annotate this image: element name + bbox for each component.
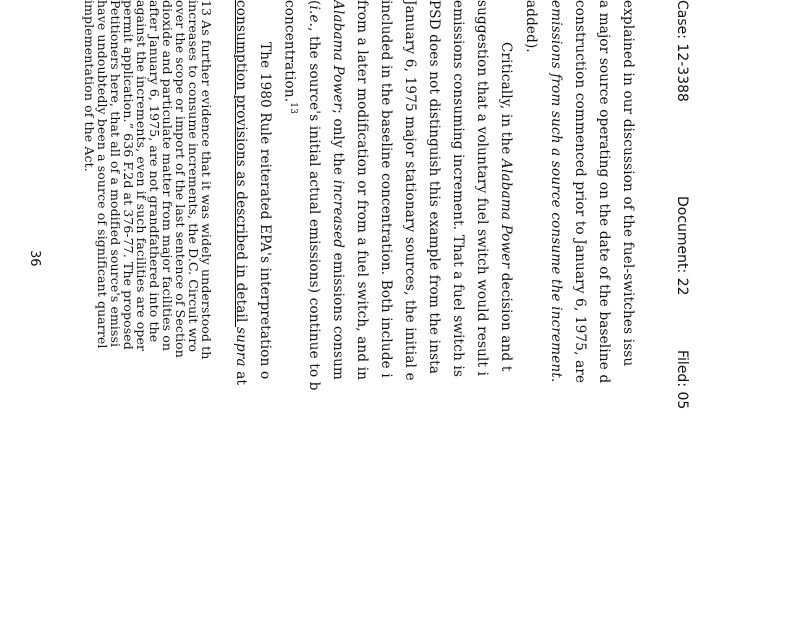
footnote-line: dioxide and particulate matter from major facilities on <box>160 0 175 352</box>
body-line: PSD does not distinguish this example from the insta <box>426 0 442 375</box>
body-line: from a later modification or from a fuel switch, and in <box>354 0 370 381</box>
body-line: a major source operating on the date of the baseline d <box>596 0 612 384</box>
body-line: Critically, in the Alabama Power decision and t <box>498 42 514 372</box>
body-line: added). <box>523 0 539 53</box>
footnote-line: increases to consume increments, the D.C. Circuit wro <box>186 0 201 353</box>
body-line: (i.e., the source's initial actual emissions) continue to b <box>306 0 322 391</box>
body-line: included in the baseline concentration. Both include i <box>378 0 394 378</box>
footnote-line: Petitioners here, that all of a modified source's emissi <box>108 0 123 348</box>
body-line: suggestion that a voluntary fuel switch would result i <box>474 0 490 377</box>
footnote-line: over the scope or import of the last sentence of Section <box>173 0 188 358</box>
header-case-number: Case: 12-3388 <box>674 0 690 102</box>
footnote-reference: 13 <box>288 102 298 115</box>
body-line: The 1980 Rule reiterated EPA's interpretation o <box>257 42 273 380</box>
body-line: construction commenced prior to January 6, 1975, are <box>572 0 588 384</box>
body-line: explained in our discussion of the fuel-switches issu <box>620 0 636 367</box>
header-filed-date: Filed: 05 <box>674 350 690 410</box>
footnote-line: 13 As further evidence that it was widely understood th <box>199 0 214 360</box>
footnote-line: against the increments, even if such facilities are oper <box>134 0 149 352</box>
body-line: emissions consuming increment. That a fuel switch is <box>450 0 466 378</box>
body-line: concentration.$^{13}$ <box>281 0 298 115</box>
footnote-line: permit application.” 636 F.2d at 376-77. The proposed <box>121 0 136 350</box>
body-line: emissions from such a source consume the increment. <box>548 0 564 383</box>
body-line: Alabama Power; only the increased emissions consum <box>330 0 346 380</box>
body-line: consumption provisions as described in detail supra at <box>233 0 249 386</box>
body-line: January 6, 1975 major stationary sources, the initial e <box>402 0 418 381</box>
footnote-line: implementation of the Act. <box>82 0 97 172</box>
footnote-line: have undoubtedly been a source of significant quarrel <box>95 0 110 349</box>
page-number: 36 <box>27 250 42 267</box>
footnote-line: after January 6, 1975, are not grandfathered into the <box>147 0 162 343</box>
header-document-number: Document: 22 <box>674 196 690 296</box>
